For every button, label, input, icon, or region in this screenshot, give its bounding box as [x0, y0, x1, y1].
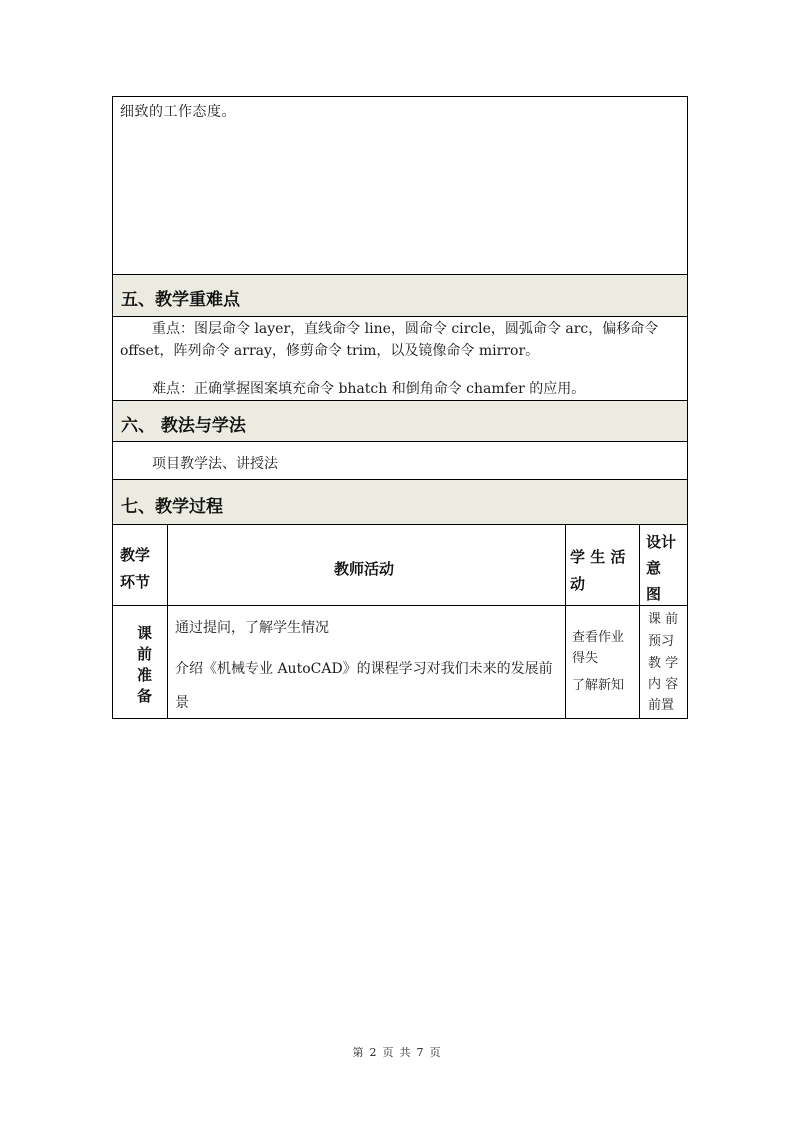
header-design-line1: 设计	[646, 533, 677, 551]
stage-char: 备	[137, 687, 153, 705]
design-intent-line: 课 前	[648, 612, 679, 627]
stage-char: 课	[137, 624, 153, 642]
header-teacher-activity: 教师活动	[334, 560, 395, 578]
difficult-points-text: 难点：正确掌握图案填充命令 bhatch 和倒角命令 chamfer 的应用。	[152, 381, 586, 397]
header-design-line2: 意	[646, 559, 662, 577]
section7-heading-row	[113, 480, 687, 524]
footer-page-number: 2	[369, 1046, 377, 1059]
stage-char: 前	[137, 645, 153, 663]
footer-page-word: 页	[382, 1046, 394, 1059]
section5-heading: 五、教学重难点	[121, 290, 240, 310]
design-intent-line: 预习	[648, 634, 675, 649]
section5-heading-row	[113, 275, 687, 316]
divider	[112, 605, 688, 606]
student-activity-2: 了解新知	[572, 678, 625, 693]
footer-suffix: 页	[429, 1046, 441, 1059]
header-student-activity: 学 生 活 动	[570, 548, 626, 593]
teacher-activity-1: 通过提问，了解学生情况	[175, 620, 329, 636]
page-footer	[0, 1044, 793, 1060]
continuation-text: 细致的工作态度。	[120, 104, 236, 120]
design-intent-line: 内 容	[648, 677, 679, 692]
footer-total-word: 共	[399, 1046, 411, 1059]
column-divider	[639, 524, 640, 719]
design-intent-line: 教 学	[648, 656, 679, 671]
divider	[112, 441, 688, 442]
teaching-methods-text: 项目教学法、讲授法	[152, 456, 278, 472]
design-intent-line: 前置	[648, 698, 675, 713]
student-activity-1: 查看作业得失	[572, 630, 625, 666]
key-points-text: 重点：图层命令 layer，直线命令 line，圆命令 circle，圆弧命令 arc，偏移命令 offset，阵列命令 array，修剪命令 trim，以及镜像命令 mirror。	[120, 321, 659, 359]
column-divider	[565, 524, 566, 719]
section6-heading-row	[113, 401, 687, 441]
footer-total-pages: 7	[416, 1046, 424, 1059]
column-divider	[167, 524, 168, 719]
divider	[112, 524, 688, 525]
header-stage-line1: 教学	[120, 546, 151, 564]
table-border-bottom	[112, 718, 688, 719]
stage-char: 准	[137, 666, 153, 684]
teacher-activity-2: 介绍《机械专业 AutoCAD》的课程学习对我们未来的发展前景	[175, 661, 553, 711]
header-design-line3: 图	[646, 585, 662, 603]
section7-heading: 七、教学过程	[121, 497, 223, 517]
section6-heading: 六、 教法与学法	[121, 416, 246, 436]
footer-prefix: 第	[352, 1046, 364, 1059]
divider	[112, 316, 688, 317]
header-stage-line2: 环节	[120, 573, 151, 591]
